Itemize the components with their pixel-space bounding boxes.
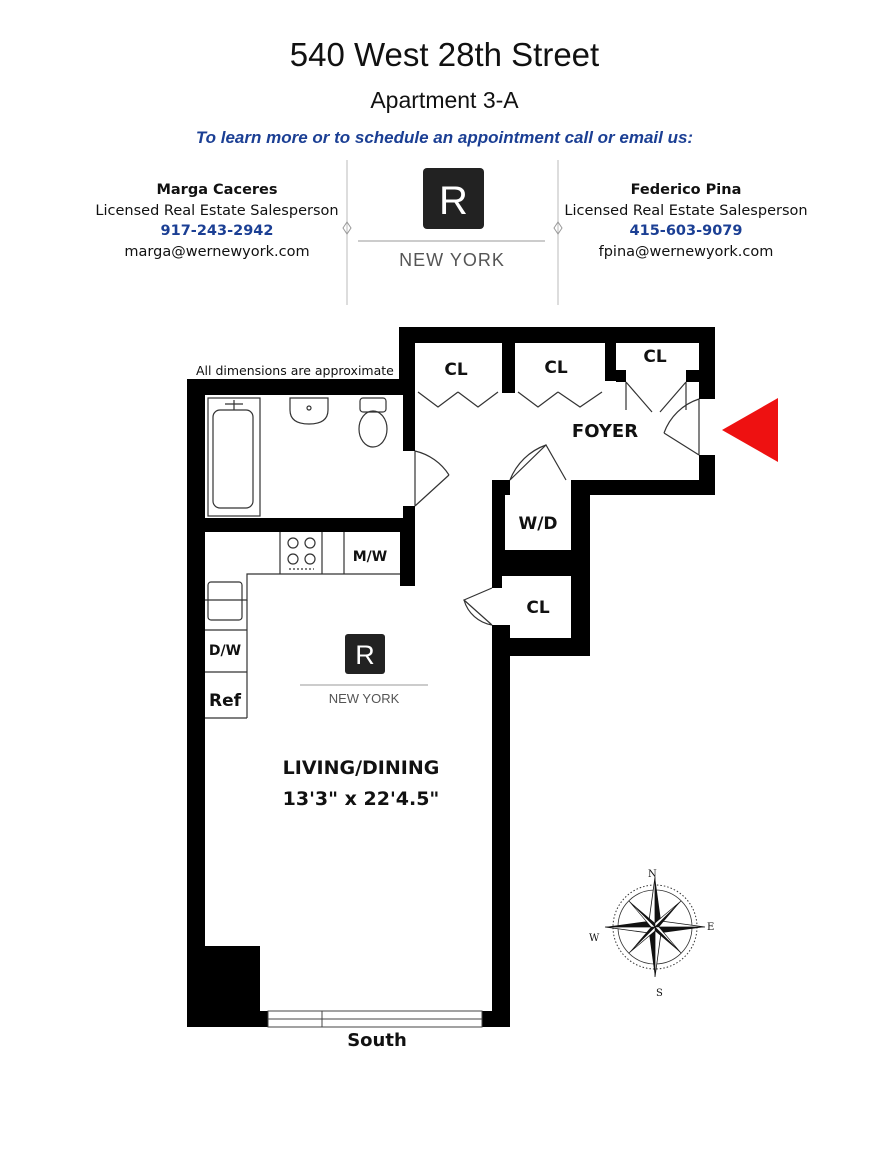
closet-label: CL [526, 598, 550, 618]
south-window [268, 1011, 482, 1027]
apartment-unit: Apartment 3-A [370, 87, 519, 113]
toilet [360, 398, 386, 412]
compass-rose-icon [589, 869, 714, 999]
living-room-label: LIVING/DINING [282, 757, 440, 779]
entry-door [664, 399, 699, 455]
agent-email[interactable]: fpina@wernewyork.com [598, 243, 774, 260]
bathroom-door [415, 451, 449, 506]
svg-text:R: R [355, 640, 375, 670]
stove-burner [305, 554, 315, 564]
closet-door [464, 588, 492, 625]
stove-burner [288, 554, 298, 564]
logo-city: NEW YORK [399, 250, 505, 270]
agent-phone[interactable]: 415-603-9079 [629, 223, 743, 239]
exposure-label: South [347, 1030, 407, 1051]
closet-label: CL [643, 347, 667, 367]
microwave-label: M/W [352, 549, 388, 565]
svg-text:NEW YORK: NEW YORK [328, 691, 400, 706]
dimensions-note: All dimensions are approximate [196, 363, 394, 378]
plan-logo [300, 634, 428, 706]
agent-title: Licensed Real Estate Salesperson [95, 202, 339, 219]
bifold-door [418, 392, 498, 407]
closet-door [626, 382, 686, 412]
agent-email[interactable]: marga@wernewyork.com [124, 243, 310, 260]
agent-name: Federico Pina [630, 182, 742, 198]
entry-arrow-icon [722, 398, 778, 462]
wd-door [510, 445, 566, 480]
closet-label: CL [444, 360, 468, 380]
property-address: 540 West 28th Street [289, 36, 600, 73]
agent-name: Marga Caceres [156, 182, 278, 198]
closet-label: CL [544, 358, 568, 378]
sink [290, 398, 328, 424]
living-room-dimensions: 13'3" x 22'4.5" [282, 788, 440, 810]
kitchen-sink [208, 582, 242, 620]
compass-south: S [656, 988, 663, 999]
stove-burner [288, 538, 298, 548]
logo-letter: R [439, 179, 468, 223]
agent-phone[interactable]: 917-243-2942 [160, 223, 274, 239]
contact-prompt: To learn more or to schedule an appointment call or email us: [195, 128, 694, 147]
stove-burner [305, 538, 315, 548]
bathtub [208, 398, 260, 516]
bifold-door [518, 392, 602, 407]
dishwasher-label: D/W [208, 643, 242, 659]
header-logo [343, 160, 562, 305]
washer-dryer-label: W/D [518, 514, 558, 534]
compass-west: W [589, 933, 600, 944]
compass-east: E [707, 922, 715, 933]
agent-title: Licensed Real Estate Salesperson [564, 202, 808, 219]
foyer-label: FOYER [571, 421, 639, 442]
compass-north: N [648, 869, 657, 880]
bathroom-fixtures [208, 398, 387, 516]
refrigerator-label: Ref [208, 691, 242, 711]
